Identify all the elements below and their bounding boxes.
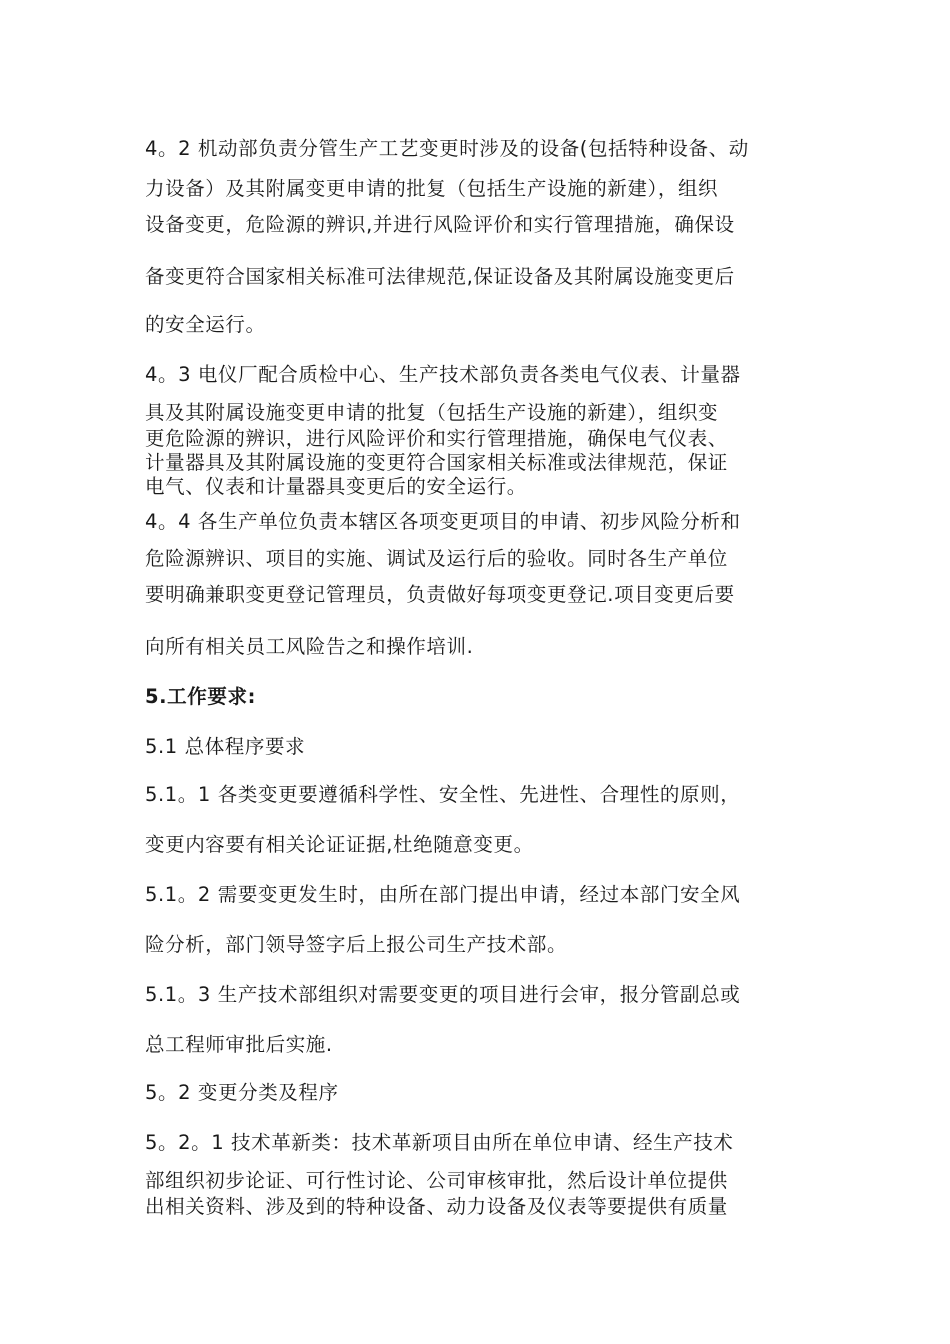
text-line: 5.1。3 生产技术部组织对需要变更的项目进行会审，报分管副总或 [145, 983, 741, 1006]
text-line: 计量器具及其附属设施的变更符合国家相关标准或法律规范，保证 [145, 451, 728, 474]
section-heading: 5.工作要求: [145, 685, 256, 708]
text-line: 变更内容要有相关论证证据,杜绝随意变更。 [145, 833, 534, 856]
text-line: 向所有相关员工风险告之和操作培训. [145, 635, 474, 658]
text-line: 5。2 变更分类及程序 [145, 1081, 339, 1104]
text-line: 电气、仪表和计量器具变更后的安全运行。 [145, 475, 527, 498]
text-line: 更危险源的辨识，进行风险评价和实行管理措施，确保电气仪表、 [145, 427, 728, 450]
text-line: 5.1。1 各类变更要遵循科学性、安全性、先进性、合理性的原则， [145, 783, 741, 806]
text-line: 的安全运行。 [145, 313, 266, 336]
text-line: 5.1。2 需要变更发生时，由所在部门提出申请，经过本部门安全风 [145, 883, 741, 906]
text-line: 设备变更，危险源的辨识,并进行风险评价和实行管理措施，确保设 [145, 213, 735, 236]
text-line: 险分析，部门领导签字后上报公司生产技术部。 [145, 933, 568, 956]
text-line: 部组织初步论证、可行性讨论、公司审核审批，然后设计单位提供 [145, 1169, 728, 1192]
text-line: 5.1 总体程序要求 [145, 735, 306, 758]
text-line: 总工程师审批后实施. [145, 1033, 333, 1056]
text-line: 4。3 电仪厂配合质检中心、生产技术部负责各类电气仪表、计量器 [145, 363, 741, 386]
text-line: 4。2 机动部负责分管生产工艺变更时涉及的设备(包括特种设备、动 [145, 137, 749, 160]
text-line: 出相关资料、涉及到的特种设备、动力设备及仪表等要提供有质量 [145, 1195, 728, 1218]
text-line: 力设备）及其附属变更申请的批复（包括生产设施的新建），组织 [145, 177, 719, 200]
text-line: 备变更符合国家相关标准可法律规范,保证设备及其附属设施变更后 [145, 265, 735, 288]
text-line: 要明确兼职变更登记管理员，负责做好每项变更登记.项目变更后要 [145, 583, 735, 606]
text-line: 危险源辨识、项目的实施、调试及运行后的验收。同时各生产单位 [145, 547, 728, 570]
text-line: 4。4 各生产单位负责本辖区各项变更项目的申请、初步风险分析和 [145, 510, 741, 533]
text-line: 5。2。1 技术革新类：技术革新项目由所在单位申请、经生产技术 [145, 1131, 734, 1154]
text-line: 具及其附属设施变更申请的批复（包括生产设施的新建），组织变 [145, 401, 719, 424]
